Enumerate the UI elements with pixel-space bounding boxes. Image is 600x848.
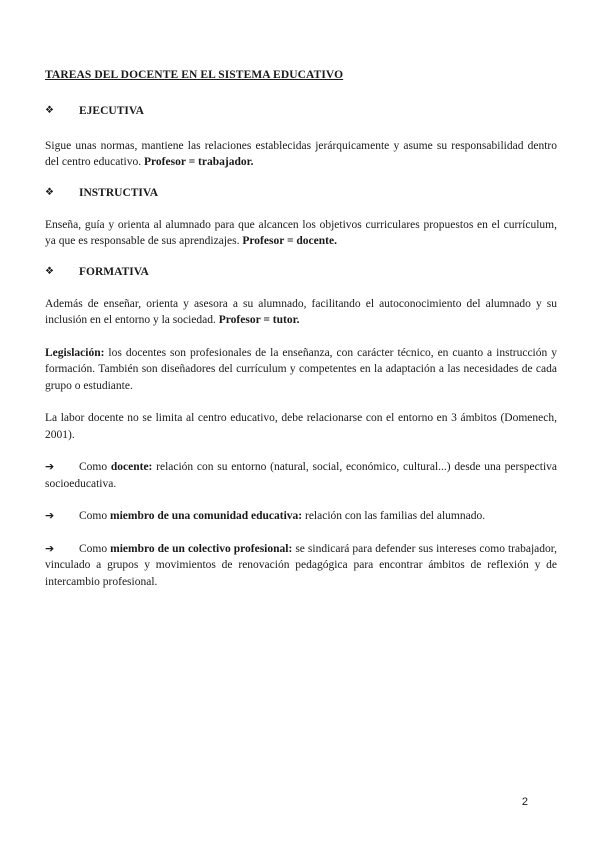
paragraph-text: Además de enseñar, orienta y asesora a su alumnado, facilitando el autoconocimiento del alumnado y su inclusión en el entorno y la sociedad. [45, 297, 557, 326]
ambito-prefix: Como [79, 510, 110, 522]
legislacion-paragraph [45, 345, 557, 395]
section-paragraph-instructiva [45, 217, 557, 250]
ambito-prefix: Como [79, 461, 111, 473]
ambito-item-comunidad [45, 508, 557, 525]
paragraph-bold-summary: Profesor = tutor. [218, 314, 300, 326]
legislacion-text: los docentes son profesionales de la enseñanza, con carácter técnico, en cuanto a instrucción y formación. También son diseñadores del currículum y competentes en la adaptación a las necesidades de cada grupo o estudiante. [45, 346, 557, 392]
section-paragraph-ejecutiva [45, 138, 557, 171]
document-content [45, 67, 557, 590]
arrow-right-icon: ➔ [45, 541, 55, 555]
ambito-label: miembro de una comunidad educativa: [110, 510, 303, 522]
paragraph-bold-summary: Profesor = docente. [242, 235, 337, 247]
paragraph-bold-summary: Profesor = trabajador. [144, 156, 254, 168]
ambito-text: relación con su entorno (natural, social, económico, cultural...) desde una perspectiva socioeducativa. [45, 461, 557, 490]
diamond-bullet-icon: ❖ [45, 266, 54, 278]
diamond-bullet-icon: ❖ [45, 187, 54, 199]
paragraph-text: Enseña, guía y orienta al alumnado para que alcancen los objetivos curriculares propuestos en el currículum, ya que es responsable de sus aprendizajes. [45, 218, 557, 247]
ambito-prefix: Como [79, 542, 111, 555]
legislacion-label: Legislación: [45, 346, 105, 359]
ambito-text: se sindicará para defender sus intereses como trabajador, vinculado a grupos y movimientos de renovación pedagógica para encontrar ámbitos de reflexión y de intercambio profesional. [45, 542, 557, 588]
ambito-label: miembro de un colectivo profesional: [110, 542, 293, 555]
ambito-item-colectivo [45, 541, 557, 591]
section-paragraph-formativa [45, 296, 557, 329]
section-heading-formativa [45, 265, 557, 281]
section-heading-label: EJECUTIVA [79, 105, 144, 118]
ambito-item-docente [45, 459, 557, 492]
labor-paragraph: La labor docente no se limita al centro educativo, debe relacionarse con el entorno en 3 ámbitos (Domenech, 2001). [45, 412, 557, 441]
document-title: TAREAS DEL DOCENTE EN EL SISTEMA EDUCATIVO [45, 69, 344, 81]
section-heading-label: FORMATIVA [79, 266, 149, 279]
ambito-text: relación con las familias del alumnado. [302, 510, 486, 522]
arrow-right-icon: ➔ [45, 509, 55, 522]
section-heading-label: INSTRUCTIVA [79, 187, 159, 200]
diamond-bullet-icon: ❖ [45, 105, 54, 117]
section-heading-instructiva [45, 186, 557, 202]
paragraph-text: Sigue unas normas, mantiene las relaciones establecidas jerárquicamente y asume su responsabilidad dentro del centro educativo. [45, 139, 557, 168]
section-heading-ejecutiva [45, 104, 557, 120]
ambito-label: docente: [110, 461, 153, 473]
arrow-right-icon: ➔ [45, 460, 55, 473]
page-number: 2 [521, 796, 528, 808]
